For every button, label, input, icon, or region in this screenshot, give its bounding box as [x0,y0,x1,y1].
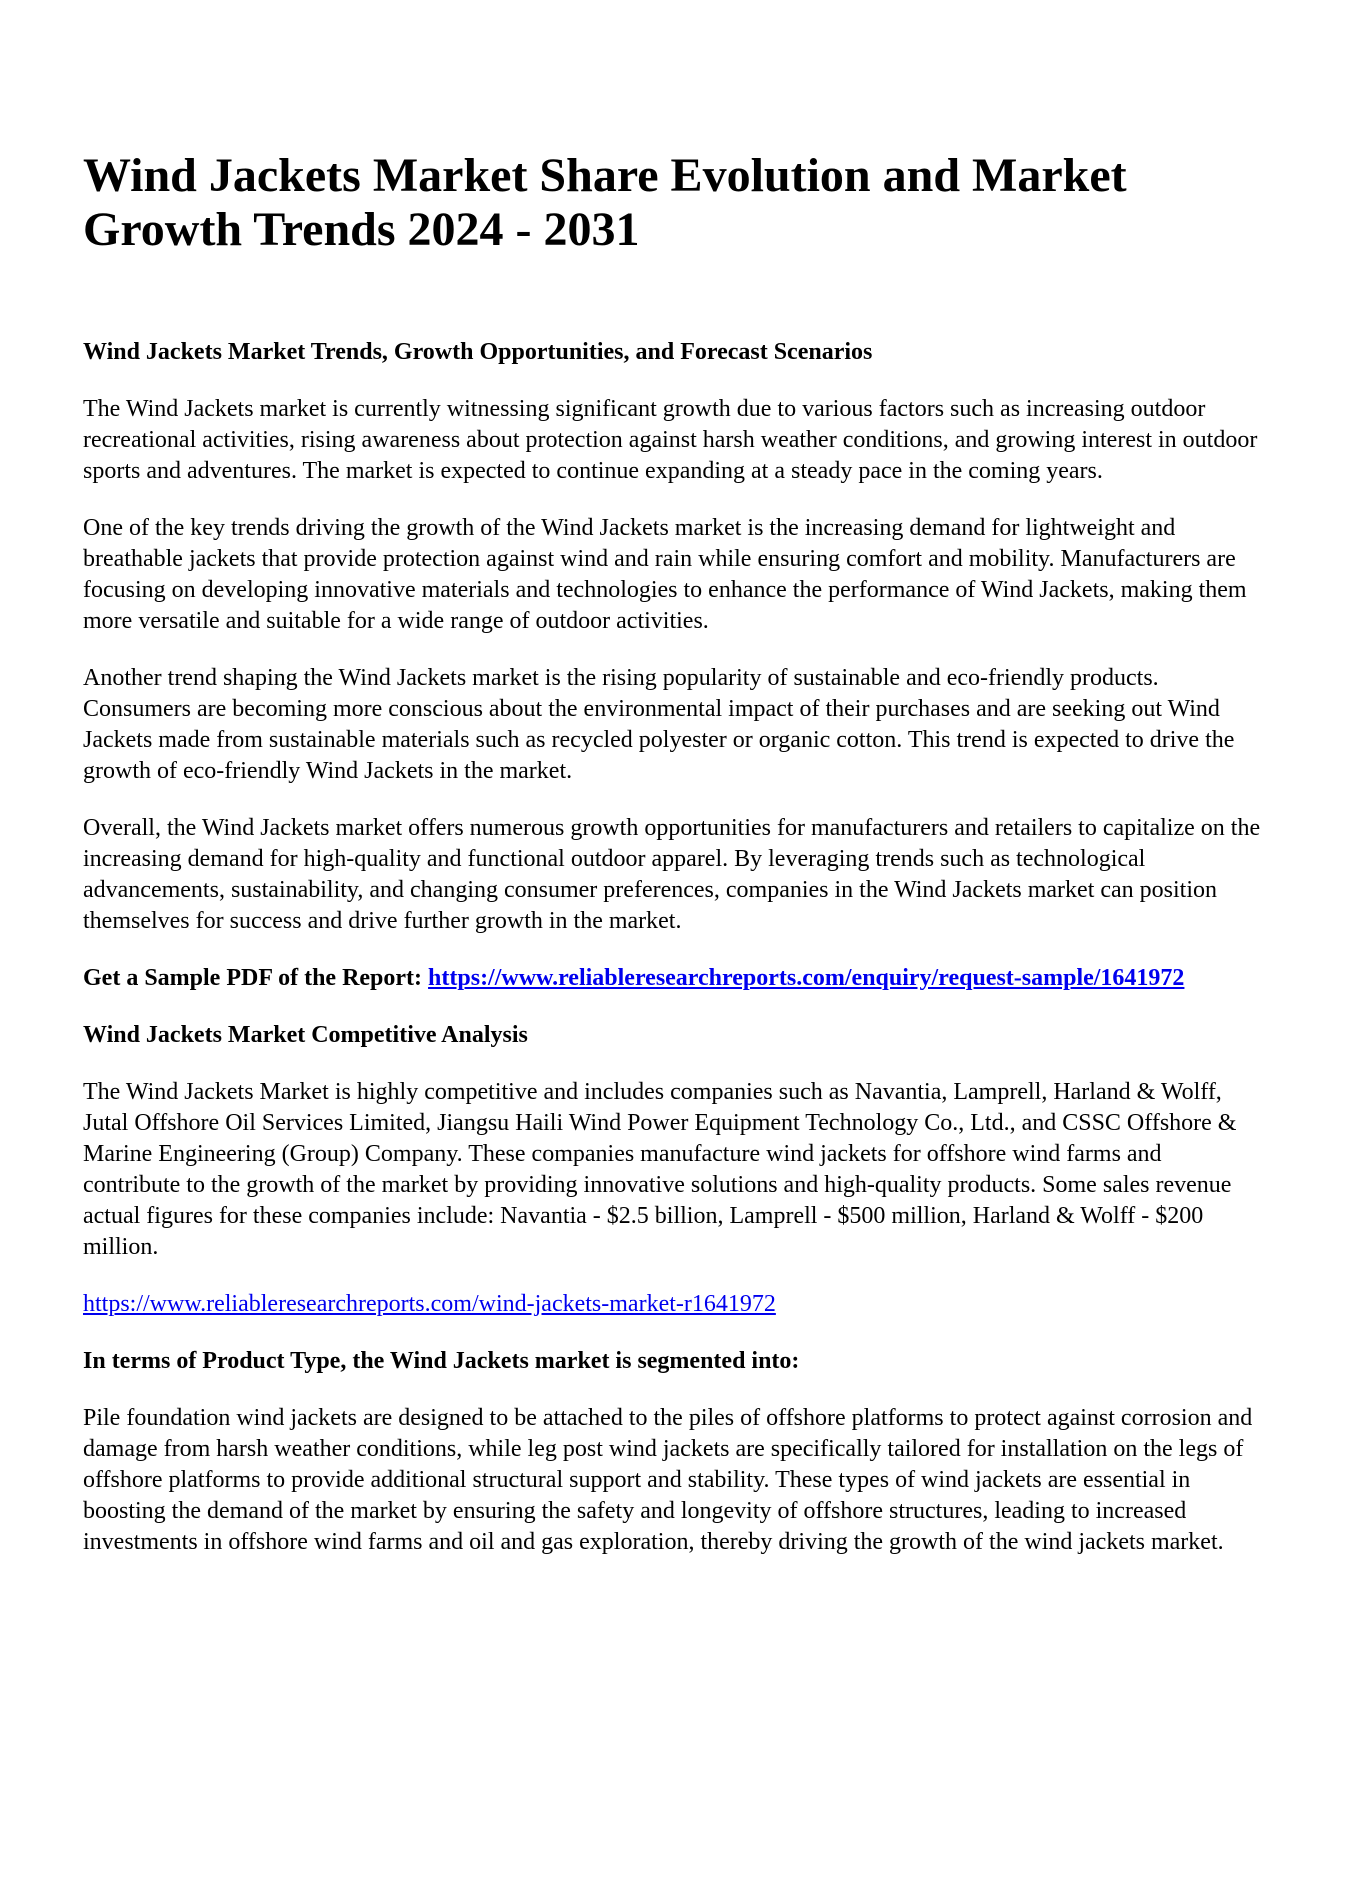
page-title: Wind Jackets Market Share Evolution and Market Growth Trends 2024 - 2031 [83,149,1127,256]
product-type-paragraph: Pile foundation wind jackets are designed to be attached to the piles of offshore platforms to protect against corrosion and damage from harsh weather conditions, while leg post wind jackets are specifically tailored for installation on the legs of offshore platforms to provide additional structural support and stability. These types of wind jackets are essential in boosting the demand of the market by ensuring the safety and longevity of offshore structures, leading to increased investments in offshore wind farms and oil and gas exploration, thereby driving the growth of the wind jackets market. [83,1405,1253,1555]
intro-paragraph-2: One of the key trends driving the growth of the Wind Jackets market is the increasing demand for lightweight and breathable jackets that provide protection against wind and rain while ensuring comfort and mobility. Manufacturers are focusing on developing innovative materials and technologies to enhance the performance of Wind Jackets, making them more versatile and suitable for a wide range of outdoor activities. [83,515,1247,634]
report-link-line [83,1289,1261,1320]
product-type-heading: In terms of Product Type, the Wind Jackets market is segmented into: [83,1348,800,1374]
intro-paragraph-1: The Wind Jackets market is currently witnessing significant growth due to various factors such as increasing outdoor recreational activities, rising awareness about protection against harsh weather conditions, and growing interest in outdoor sports and adventures. The market is expected to continue expanding at a steady pace in the coming years. [83,396,1258,484]
market-report-link[interactable]: https://www.reliableresearchreports.com/wind-jackets-market-r1641972 [83,1291,776,1317]
intro-paragraph-4: Overall, the Wind Jackets market offers numerous growth opportunities for manufacturers and retailers to capitalize on the increasing demand for high-quality and functional outdoor apparel. By leveraging trends such as technological advancements, sustainability, and changing consumer preferences, companies in the Wind Jackets market can position themselves for success and drive further growth in the market. [83,815,1261,934]
sample-request-link[interactable]: https://www.reliableresearchreports.com/enquiry/request-sample/1641972 [428,965,1185,991]
competitive-paragraph: The Wind Jackets Market is highly competitive and includes companies such as Navantia, Lamprell, Harland & Wolff, Jutal Offshore Oil Services Limited, Jiangsu Haili Wind Power Equipment Technology Co., Ltd., and CSSC Offshore & Marine Engineering (Group) Company. These companies manufacture wind jackets for offshore wind farms and contribute to the growth of the market by providing innovative solutions and high-quality products. Some sales revenue actual figures for these companies include: Navantia - $2.5 billion, Lamprell - $500 million, Harland & Wolff - $200 million. [83,1079,1237,1260]
intro-heading: Wind Jackets Market Trends, Growth Opportunities, and Forecast Scenarios [83,339,873,365]
intro-paragraph-3: Another trend shaping the Wind Jackets market is the rising popularity of sustainable and eco-friendly products. Consumers are becoming more conscious about the environmental impact of their purchases and are seeking out Wind Jackets made from sustainable materials such as recycled polyester or organic cotton. This trend is expected to drive the growth of eco-friendly Wind Jackets in the market. [83,665,1235,784]
sample-cta-label: Get a Sample PDF of the Report: [83,965,423,991]
competitive-heading: Wind Jackets Market Competitive Analysis [83,1022,528,1048]
sample-cta [83,963,1261,994]
